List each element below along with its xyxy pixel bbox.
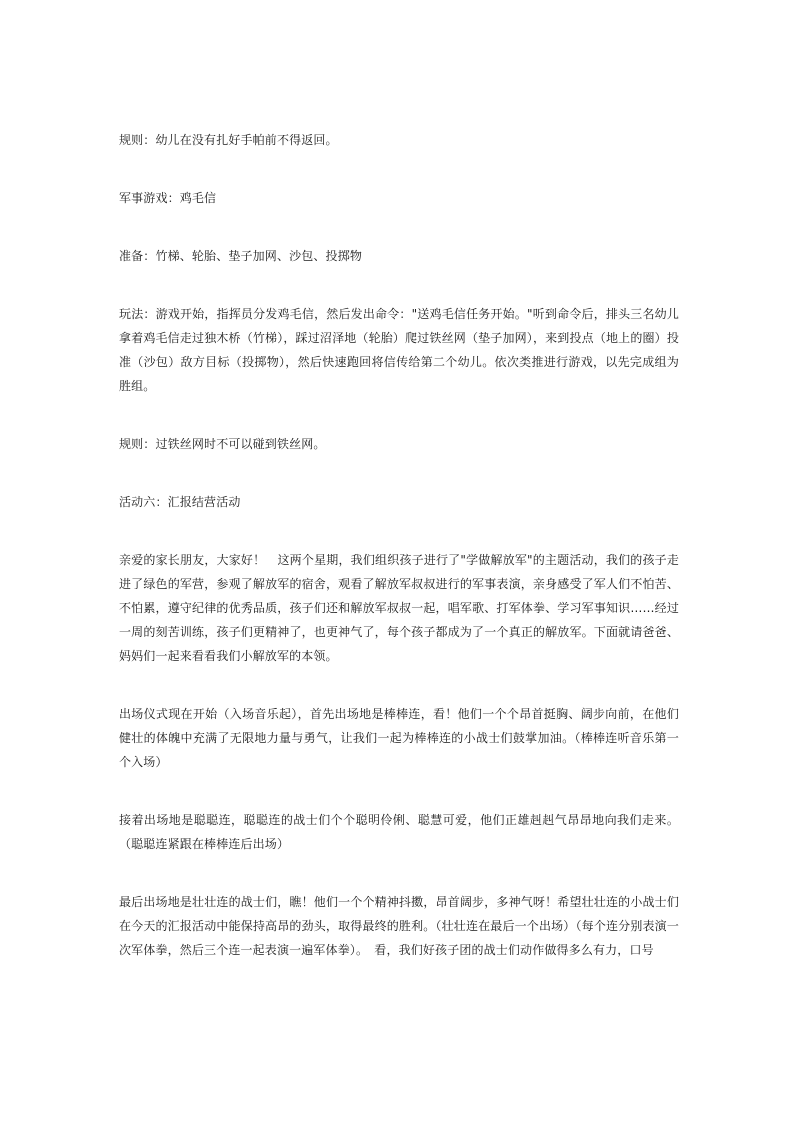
- paragraph-gap: [119, 210, 679, 244]
- paragraph-gap: [119, 268, 679, 302]
- entrance-bangbang-paragraph: 出场仪式现在开始（入场音乐起），首先出场地是棒棒连，看！他们一个个昂首挺胸、阔步向前，在他们健壮的体魄中充满了无限地力量与勇气，让我们一起为棒棒连的小战士们鼓掌加油。（棒棒连听音乐第一个入场）: [119, 707, 679, 769]
- preparation-paragraph: 准备：竹梯、轮胎、垫子加网、沙包、投掷物: [119, 249, 363, 263]
- paragraph-gap: [119, 668, 679, 702]
- rule-paragraph-wire-net: 规则：过铁丝网时不可以碰到铁丝网。: [119, 437, 326, 451]
- gameplay-paragraph: 玩法：游戏开始，指挥员分发鸡毛信，然后发出命令："送鸡毛信任务开始。"听到命令后，排头三名幼儿拿着鸡毛信走过独木桥（竹梯），踩过沼泽地（轮胎）爬过铁丝网（垫子加网），来到投点（地上的圈）投准（沙包）敌方目标（投掷物），然后快速跑回将信传给第二个幼儿。依次类推进行游戏，以先完成组为胜组。: [119, 307, 679, 393]
- entrance-zhuangzhuang-paragraph: 最后出场地是壮壮连的战士们，瞧！他们一个个精神抖擞，昂首阔步，多神气呀！希望壮壮连的小战士们在今天的汇报活动中能保持高昂的劲头，取得最终的胜利。（壮壮连在最后一个出场）（每个连分别表演一次军体拳，然后三个连一起表演一遍军体拳）。 看，我们好孩子团的战士们动作做得多么有力，口号: [119, 895, 679, 957]
- paragraph-gap: [119, 774, 679, 808]
- activity-six-heading: 活动六：汇报结营活动: [119, 495, 241, 509]
- paragraph-gap: [119, 456, 679, 490]
- game-title-feather-letter: 军事游戏：鸡毛信: [119, 191, 217, 205]
- paragraph-gap: [119, 398, 679, 432]
- rule-paragraph-handkerchief: 规则：幼儿在没有扎好手帕前不得返回。: [119, 133, 338, 147]
- document-body: [119, 128, 679, 962]
- entrance-congcong-paragraph: 接着出场地是聪聪连，聪聪连的战士们个个聪明伶俐、聪慧可爱，他们正雄赳赳气昂昂地向我们走来。（聪聪连紧跟在棒棒连后出场）: [119, 813, 679, 851]
- opening-speech-paragraph: 亲爱的家长朋友，大家好！ 这两个星期，我们组织孩子进行了"学做解放军"的主题活动，我们的孩子走进了绿色的军营，参观了解放军的宿舍，观看了解放军叔叔进行的军事表演，亲身感受了军人们不怕苦、不怕累，遵守纪律的优秀品质，孩子们还和解放军叔叔一起，唱军歌、打军体拳、学习军事知识……经过一周的刻苦训练，孩子们更精神了，也更神气了，每个孩子都成为了一个真正的解放军。下面就请爸爸、妈妈们一起来看看我们小解放军的本领。: [119, 553, 679, 663]
- paragraph-gap: [119, 514, 679, 548]
- paragraph-gap: [119, 856, 679, 890]
- paragraph-gap: [119, 152, 679, 186]
